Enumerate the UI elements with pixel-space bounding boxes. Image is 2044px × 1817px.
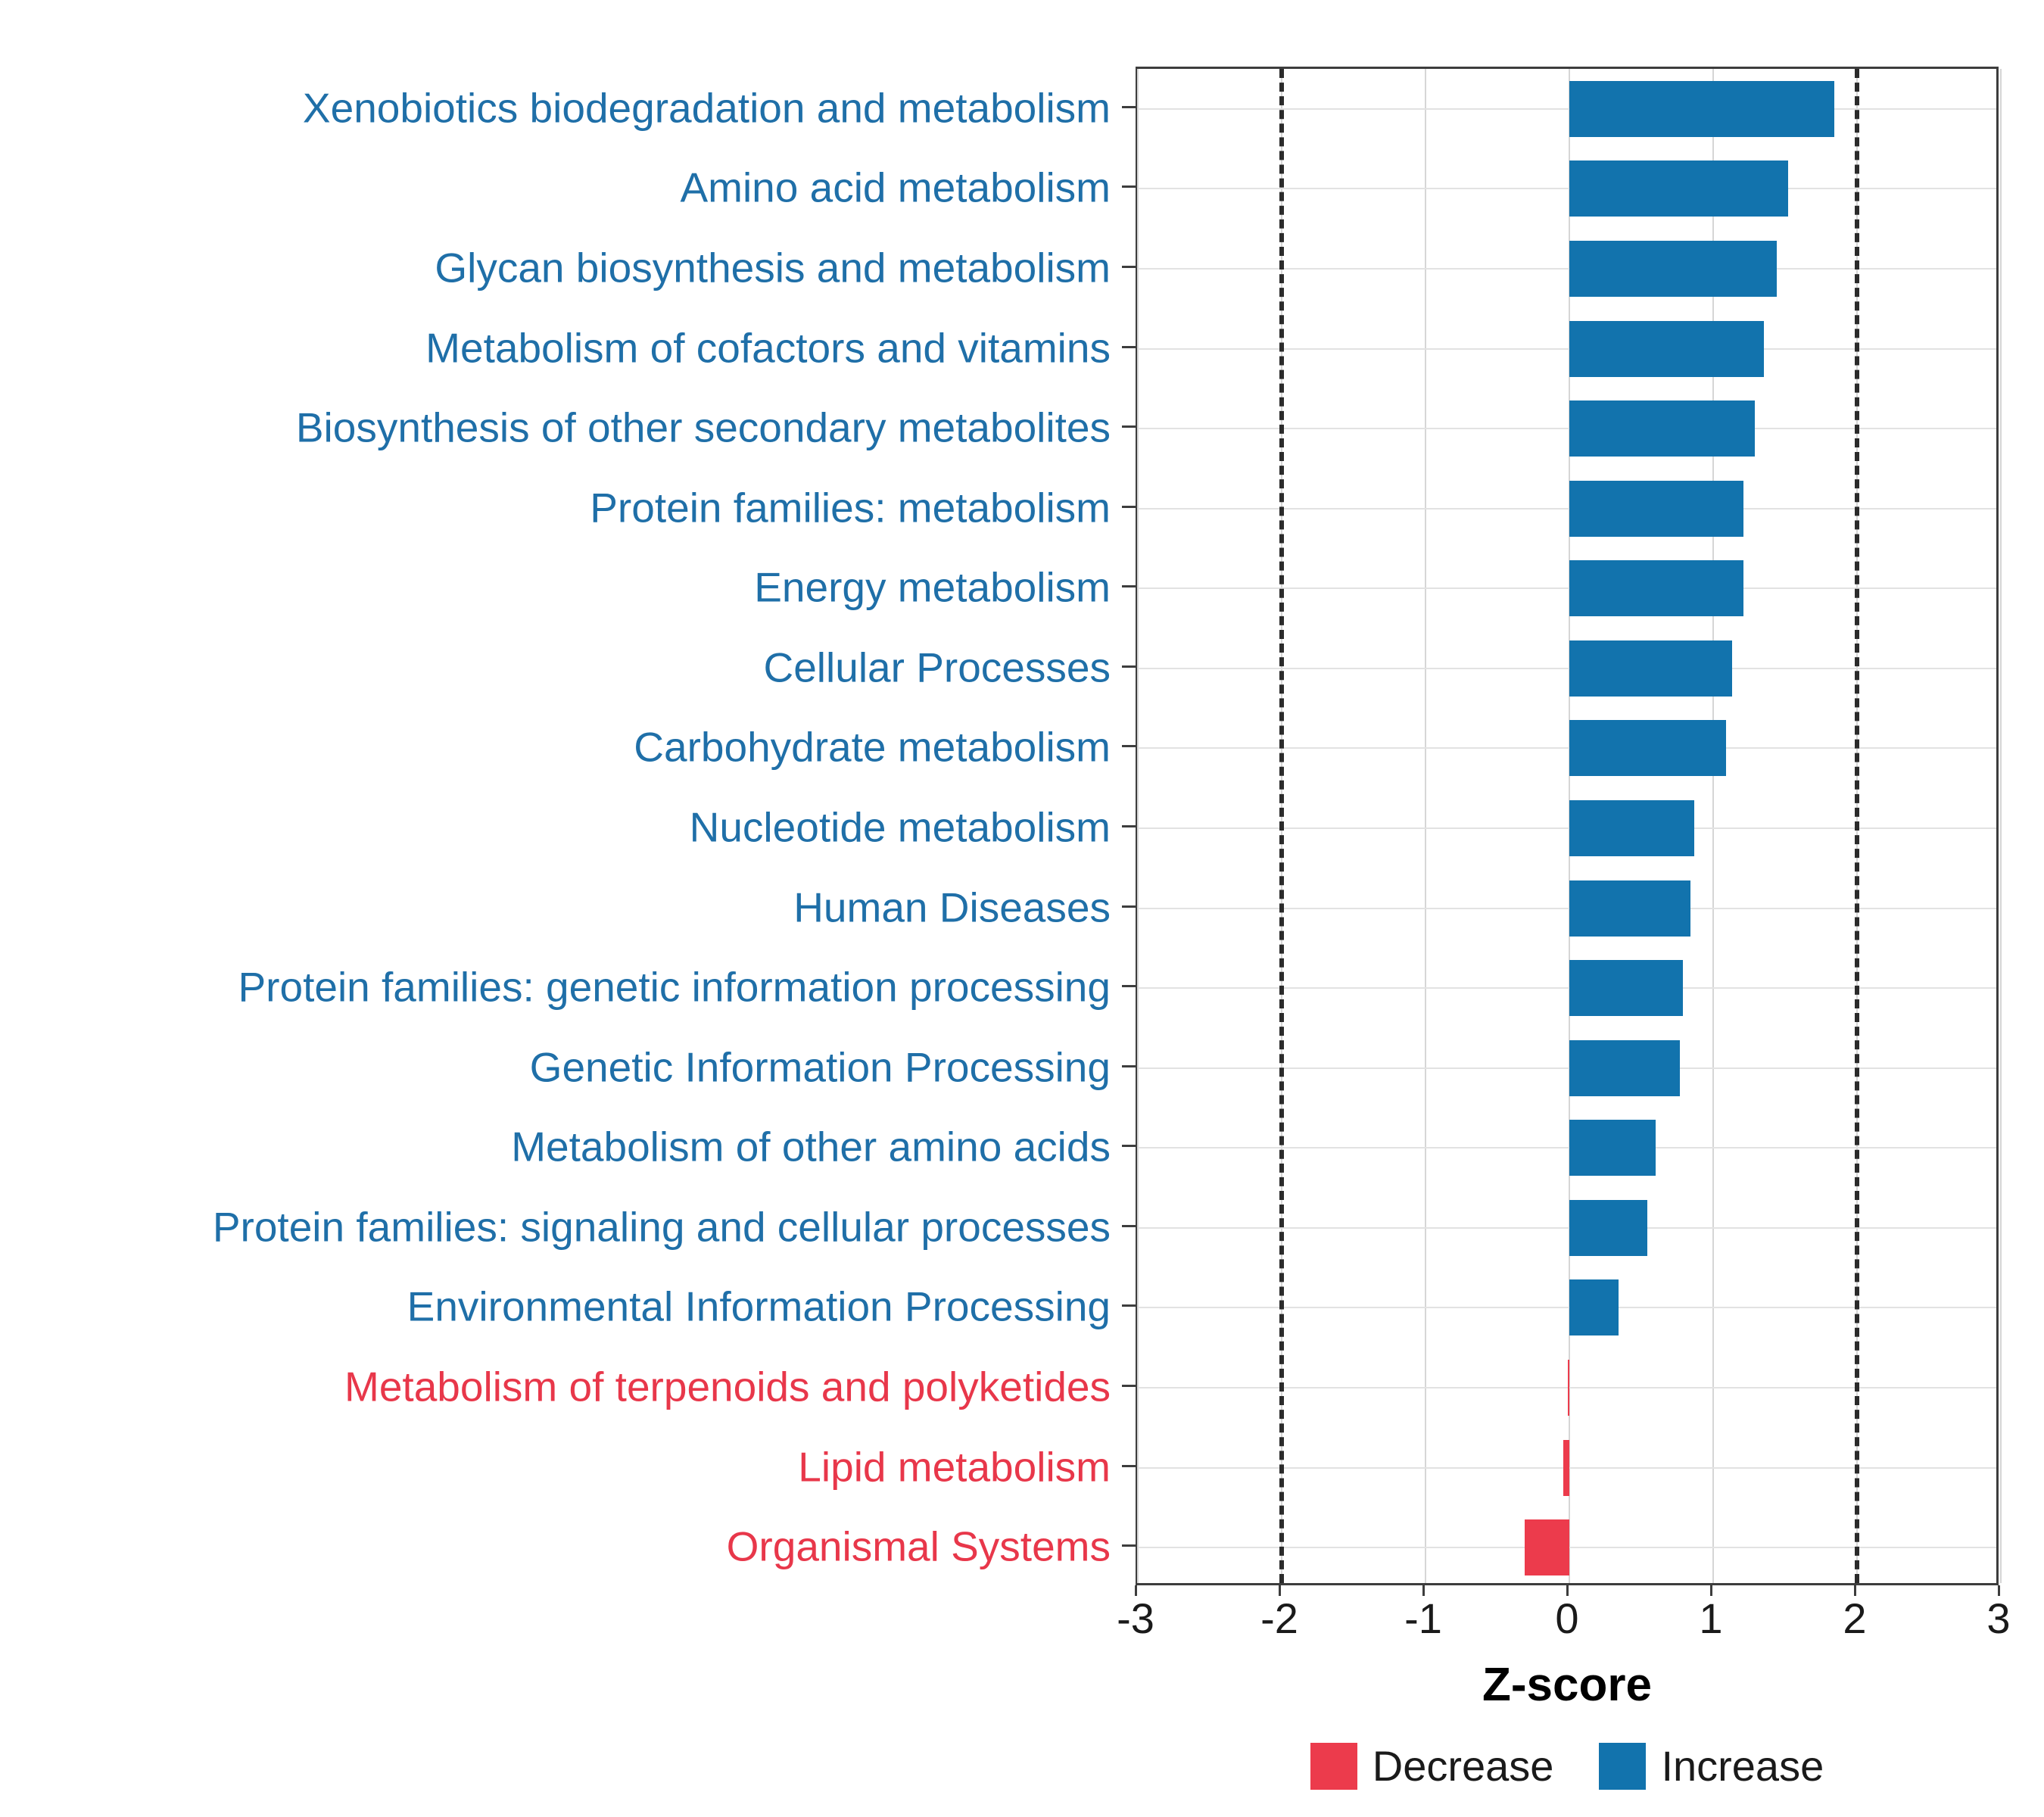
y-axis-tick <box>1122 185 1136 188</box>
bar <box>1569 720 1726 776</box>
gridline-horizontal <box>1138 268 1996 270</box>
x-axis-tick-label: -1 <box>1404 1594 1442 1642</box>
category-label: Human Diseases <box>793 884 1111 931</box>
bar <box>1569 1040 1680 1096</box>
x-axis-title: Z-score <box>1482 1659 1652 1711</box>
y-axis-tick <box>1122 1385 1136 1387</box>
y-axis-tick <box>1122 1225 1136 1227</box>
category-label: Protein families: metabolism <box>590 484 1111 531</box>
category-label: Metabolism of other amino acids <box>511 1123 1111 1170</box>
y-axis-tick <box>1122 825 1136 827</box>
threshold-line <box>1855 69 1859 1583</box>
y-axis-tick <box>1122 745 1136 747</box>
gridline-horizontal <box>1138 188 1996 189</box>
y-axis-tick <box>1122 1145 1136 1147</box>
gridline-horizontal <box>1138 508 1996 510</box>
y-axis-tick <box>1122 905 1136 908</box>
y-axis-tick <box>1122 1065 1136 1067</box>
bar <box>1568 1360 1569 1416</box>
bar <box>1569 640 1732 697</box>
bar <box>1569 81 1834 137</box>
bar <box>1569 400 1755 457</box>
category-label: Cellular Processes <box>763 644 1111 691</box>
bar <box>1569 560 1743 616</box>
legend-label: Increase <box>1661 1742 1824 1790</box>
gridline-horizontal <box>1138 668 1996 669</box>
gridline-horizontal <box>1138 1307 1996 1308</box>
y-axis-tick <box>1122 266 1136 268</box>
gridline-horizontal <box>1138 108 1996 110</box>
category-label: Glycan biosynthesis and metabolism <box>435 244 1111 291</box>
legend-swatch <box>1310 1743 1357 1790</box>
y-axis-tick <box>1122 985 1136 987</box>
gridline-horizontal <box>1138 1387 1996 1388</box>
y-axis-tick <box>1122 1544 1136 1547</box>
legend-item <box>1310 1741 1554 1791</box>
plot-panel <box>1136 67 1999 1585</box>
legend-label: Decrease <box>1372 1742 1554 1790</box>
gridline-horizontal <box>1138 1227 1996 1229</box>
gridline-horizontal <box>1138 747 1996 749</box>
bar <box>1569 241 1777 297</box>
category-label: Protein families: signaling and cellular processes <box>212 1203 1111 1251</box>
category-label: Lipid metabolism <box>798 1443 1111 1491</box>
category-label: Biosynthesis of other secondary metabolites <box>295 404 1111 451</box>
y-axis-tick <box>1122 665 1136 668</box>
category-label: Xenobiotics biodegradation and metabolism <box>302 84 1111 132</box>
threshold-line <box>1279 69 1284 1583</box>
y-axis-tick <box>1122 425 1136 428</box>
category-label: Environmental Information Processing <box>407 1282 1111 1330</box>
bar <box>1525 1519 1569 1575</box>
x-axis-tick-label: -3 <box>1117 1594 1154 1642</box>
gridline-horizontal <box>1138 587 1996 589</box>
gridline-horizontal <box>1138 348 1996 350</box>
bar <box>1569 1120 1656 1176</box>
bar <box>1569 880 1690 937</box>
category-label: Energy metabolism <box>754 563 1111 611</box>
category-label: Carbohydrate metabolism <box>634 723 1111 771</box>
gridline-vertical <box>2000 69 2002 1583</box>
gridline-horizontal <box>1138 908 1996 909</box>
gridline-horizontal <box>1138 1067 1996 1069</box>
legend <box>1136 1741 1999 1791</box>
y-axis-tick <box>1122 1465 1136 1467</box>
bar <box>1569 1200 1647 1256</box>
category-label: Metabolism of terpenoids and polyketides <box>344 1363 1111 1410</box>
bar <box>1569 161 1788 217</box>
category-label: Organismal Systems <box>726 1522 1111 1570</box>
bar <box>1569 960 1683 1016</box>
gridline-vertical <box>1425 69 1426 1583</box>
gridline-horizontal <box>1138 987 1996 989</box>
bar <box>1569 800 1694 856</box>
y-axis-tick <box>1122 1304 1136 1307</box>
y-axis-tick <box>1122 585 1136 587</box>
gridline-vertical <box>1137 69 1139 1583</box>
x-axis-tick-label: 1 <box>1699 1594 1723 1642</box>
category-label: Nucleotide metabolism <box>689 803 1111 851</box>
y-axis-tick <box>1122 506 1136 508</box>
category-label: Metabolism of cofactors and vitamins <box>425 324 1111 372</box>
bar <box>1569 1279 1619 1335</box>
x-axis-tick-label: 2 <box>1843 1594 1867 1642</box>
gridline-horizontal <box>1138 428 1996 429</box>
bar <box>1569 321 1764 377</box>
legend-item <box>1599 1741 1824 1791</box>
x-axis-tick-label: -2 <box>1260 1594 1298 1642</box>
y-axis-tick <box>1122 106 1136 108</box>
x-axis-tick-label: 3 <box>1986 1594 2011 1642</box>
gridline-horizontal <box>1138 1147 1996 1148</box>
category-label: Amino acid metabolism <box>680 164 1111 211</box>
bar <box>1563 1440 1569 1496</box>
category-label: Genetic Information Processing <box>529 1043 1111 1091</box>
x-axis-tick-label: 0 <box>1555 1594 1579 1642</box>
category-label: Protein families: genetic information processing <box>238 963 1111 1011</box>
y-axis-tick <box>1122 346 1136 348</box>
bar <box>1569 481 1743 537</box>
legend-swatch <box>1599 1743 1646 1790</box>
gridline-horizontal <box>1138 827 1996 829</box>
